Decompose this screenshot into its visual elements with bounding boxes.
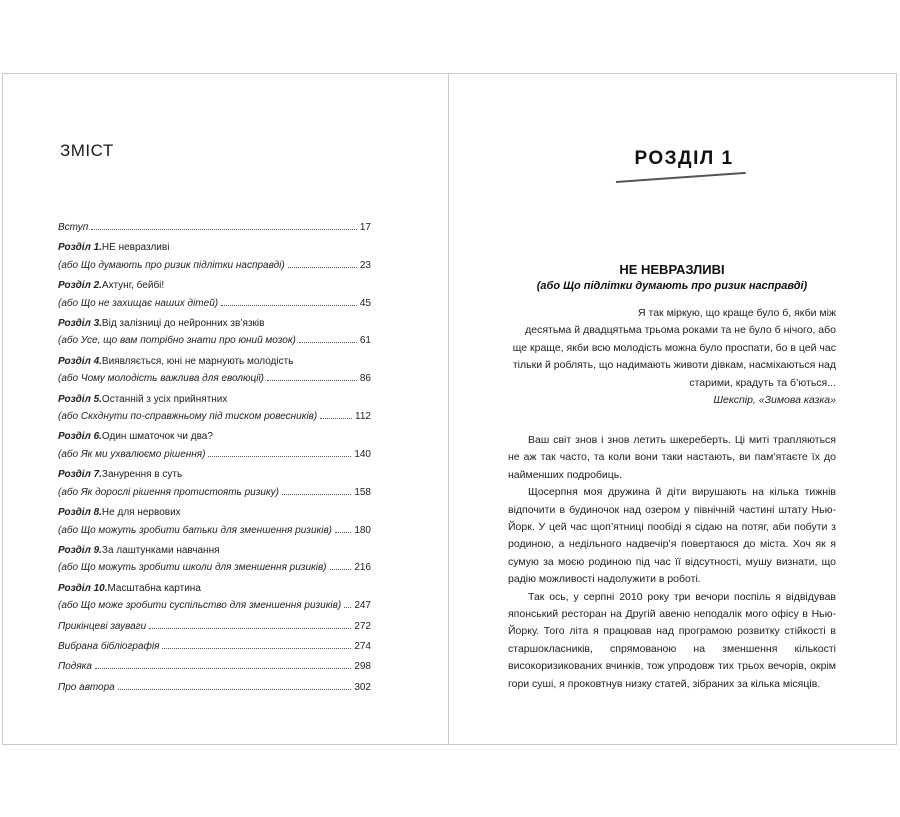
toc-entry [58, 504, 371, 539]
toc-page-number: 298 [354, 661, 371, 673]
toc-subtitle-row [58, 446, 371, 463]
toc-page-number: 274 [354, 640, 371, 652]
toc-subtitle-row [58, 370, 371, 387]
toc-title: ЗМІСТ [60, 141, 114, 160]
toc-entry [58, 618, 371, 635]
toc-subtitle-row [58, 484, 371, 501]
toc-row [58, 618, 371, 635]
toc-dot-leader [208, 456, 351, 457]
toc-chapter-title: Не для нервових [101, 507, 181, 519]
toc-heading-row [58, 277, 371, 294]
toc-chapter-label: Розділ 5. [58, 393, 102, 405]
chapter-number: РОЗДІЛ 1 [634, 148, 734, 169]
toc-subtitle-row [58, 257, 371, 274]
toc-chapter-label: Розділ 3. [58, 318, 102, 330]
toc-chapter-label: Розділ 8. [58, 507, 102, 519]
toc-chapter-title: За лаштунками навчання [101, 544, 220, 556]
toc-entry-title: Вступ [58, 222, 89, 233]
toc-entry-title: Прикінцеві зауваги [58, 620, 147, 632]
toc-subtitle-row [58, 522, 371, 539]
toc-page-number: 247 [354, 600, 371, 612]
toc-dot-leader [288, 267, 357, 268]
toc-heading-row [58, 391, 371, 408]
toc-chapter-title: Занурення в суть [101, 469, 183, 481]
toc-chapter-title: НЕ невразливі [101, 242, 170, 254]
toc-dot-leader [267, 380, 357, 381]
toc-page-number: 302 [354, 681, 371, 693]
body-paragraph: Щосерпня моя дружина й діти вирушають на кілька тижнів відпочити в будиночок над озером у північній частині штату Нью-Йорк. У цей час щоп’ятниці пообіді я сідаю на потяг, аби побути з родиною, а недільного надвечір’я повертаюся до міста. Хоч як я сумую за моєю родиною під час її відсутності, мушу визнати, що радію можливості надолужити в роботі. [508, 486, 836, 586]
toc-dot-leader [149, 628, 351, 629]
toc-page-number: 112 [355, 411, 371, 423]
toc-chapter-subtitle: (або Чому молодість важлива для еволюції) [58, 373, 265, 385]
toc-entry [58, 219, 371, 236]
chapter-subtitle: (або Що підлітки думають про ризик насправді) [536, 280, 808, 292]
toc-chapter-title: Від залізниці до нейронних зв’язків [101, 318, 265, 330]
toc-dot-leader [95, 668, 351, 669]
toc-dot-leader [299, 342, 357, 343]
toc-heading-row [58, 580, 371, 597]
toc-chapter-label: Розділ 9. [58, 544, 102, 556]
toc-page-number: 272 [354, 620, 371, 632]
toc-entry-title: Вибрана бібліографія [58, 640, 160, 652]
toc-dot-leader [221, 305, 357, 306]
toc-heading-row [58, 239, 371, 256]
toc-entry [58, 391, 371, 426]
toc-subtitle-row [58, 295, 371, 312]
chapter-number-block [604, 148, 764, 170]
toc-chapter-title: Один шматочок чи два? [101, 431, 213, 443]
toc-chapter-title: Виявляється, юні не марнують молодість [101, 355, 294, 367]
toc-entry [58, 277, 371, 312]
toc-row [58, 638, 371, 655]
toc-chapter-label: Розділ 1. [58, 242, 102, 254]
toc-page-number: 45 [359, 297, 371, 309]
toc-chapter-label: Розділ 10. [58, 582, 108, 594]
toc-heading-row [58, 353, 371, 370]
epigraph-line: Я так міркую, що краще було б, якби між [638, 307, 836, 319]
toc-dot-leader [335, 532, 351, 533]
toc-dot-leader [320, 418, 352, 419]
toc-dot-leader [344, 607, 351, 608]
toc-subtitle-row [58, 597, 371, 614]
toc-page-number: 17 [359, 222, 371, 233]
toc-chapter-subtitle: (або Усе, що вам потрібно знати про юний мозок) [58, 335, 296, 347]
toc-dot-leader [162, 648, 351, 649]
toc-chapter-label: Розділ 6. [58, 431, 102, 443]
toc-chapter-subtitle: (або Як ми ухвалюємо рішення) [58, 448, 206, 460]
toc-page-number: 86 [359, 373, 371, 385]
toc-row [58, 658, 371, 675]
toc-heading-row [58, 466, 371, 483]
toc-entry [58, 315, 371, 350]
toc-chapter-subtitle: (або Що може зробити суспільство для зменшення ризиків) [58, 600, 342, 612]
toc-chapter-subtitle: (або Скхднути по-справжньому під тиском ровесників) [58, 411, 318, 423]
toc-heading-row [58, 542, 371, 559]
toc-page-number: 140 [354, 448, 371, 460]
toc-chapter-subtitle: (або Як дорослі рішення протистоять ризику) [58, 486, 279, 498]
toc-page-number: 180 [354, 524, 371, 536]
toc-row [58, 679, 371, 696]
toc-page-number: 216 [354, 562, 371, 574]
toc-entry [58, 466, 371, 501]
chapter-title: НЕ НЕВРАЗЛИВІ [619, 262, 725, 277]
epigraph [508, 305, 836, 409]
toc-heading-row [58, 315, 371, 332]
body-paragraph: Ваш світ знов і знов летить шкереберть. Ці миті трапляються не аж так часто, та коли вони таки настають, ви пам’ятаєте їх до найменших подробиць. [508, 434, 836, 481]
toc-heading-row [58, 504, 371, 521]
epigraph-line: тільки й роблять, що надимають животи дівкам, насміхаються над [512, 359, 836, 372]
toc-chapter-subtitle: (або Що можуть зробити школи для зменшення ризиків) [58, 562, 327, 574]
toc-chapter-title: Останній з усіх прийнятних [101, 393, 228, 405]
toc-entry [58, 542, 371, 577]
toc-dot-leader [91, 229, 357, 230]
epigraph-line: десятьма й двадцятьма трьома роками та не було б нічого, або [525, 324, 836, 337]
toc-entry-title: Подяка [58, 661, 92, 673]
toc-entry-title: Про автора [58, 681, 115, 693]
toc-entry [58, 580, 371, 615]
epigraph-line: ще краще, якби всю молодість можна було проспати, бо в цей час [512, 341, 836, 354]
toc-page-number: 23 [359, 259, 371, 271]
toc-chapter-label: Розділ 4. [58, 355, 102, 367]
toc-chapter-label: Розділ 2. [58, 280, 102, 292]
toc-dot-leader [118, 689, 352, 690]
toc-entry [58, 428, 371, 463]
table-of-contents [58, 219, 371, 696]
toc-page-number: 158 [354, 486, 371, 498]
toc-chapter-title: Масштабна картина [107, 582, 201, 594]
toc-chapter-subtitle: (або Що думають про ризик підлітки насправді) [58, 259, 285, 271]
page-gutter [448, 73, 449, 745]
toc-subtitle-row [58, 408, 371, 425]
toc-subtitle-row [58, 559, 371, 576]
epigraph-attribution: Шекспір, «Зимова казка» [713, 394, 836, 407]
toc-entry [58, 679, 371, 696]
toc-chapter-label: Розділ 7. [58, 469, 102, 481]
toc-row [58, 219, 371, 236]
toc-subtitle-row [58, 332, 371, 349]
toc-entry [58, 353, 371, 388]
toc-entry [58, 658, 371, 675]
toc-dot-leader [282, 494, 351, 495]
body-paragraph: Так ось, у серпні 2010 року три вечори поспіль я відвідував японський ресторан на Другій авеню неподалік мого офісу в Нью-Йорку. Того літа я працював над програмою розвитку стійкості в старшокласників, спрямованою на зменшення кількості високоризикованих вчинків, тож упродовж тих трьох вечорів, окрім гори суші, я проковтнув низку статей, зібраних за кілька місяців. [508, 590, 836, 690]
toc-entry [58, 638, 371, 655]
chapter-body [508, 432, 836, 693]
toc-dot-leader [330, 569, 352, 570]
toc-heading-row [58, 428, 371, 445]
epigraph-line: старими, крадуть та б’ються... [689, 376, 836, 389]
toc-chapter-subtitle: (або Що можуть зробити батьки для зменшення ризиків) [58, 524, 333, 536]
toc-chapter-title: Ахтунг, бейбі! [101, 280, 165, 292]
toc-entry [58, 239, 371, 274]
toc-page-number: 61 [359, 335, 371, 347]
toc-chapter-subtitle: (або Що не захищає наших дітей) [58, 297, 219, 309]
